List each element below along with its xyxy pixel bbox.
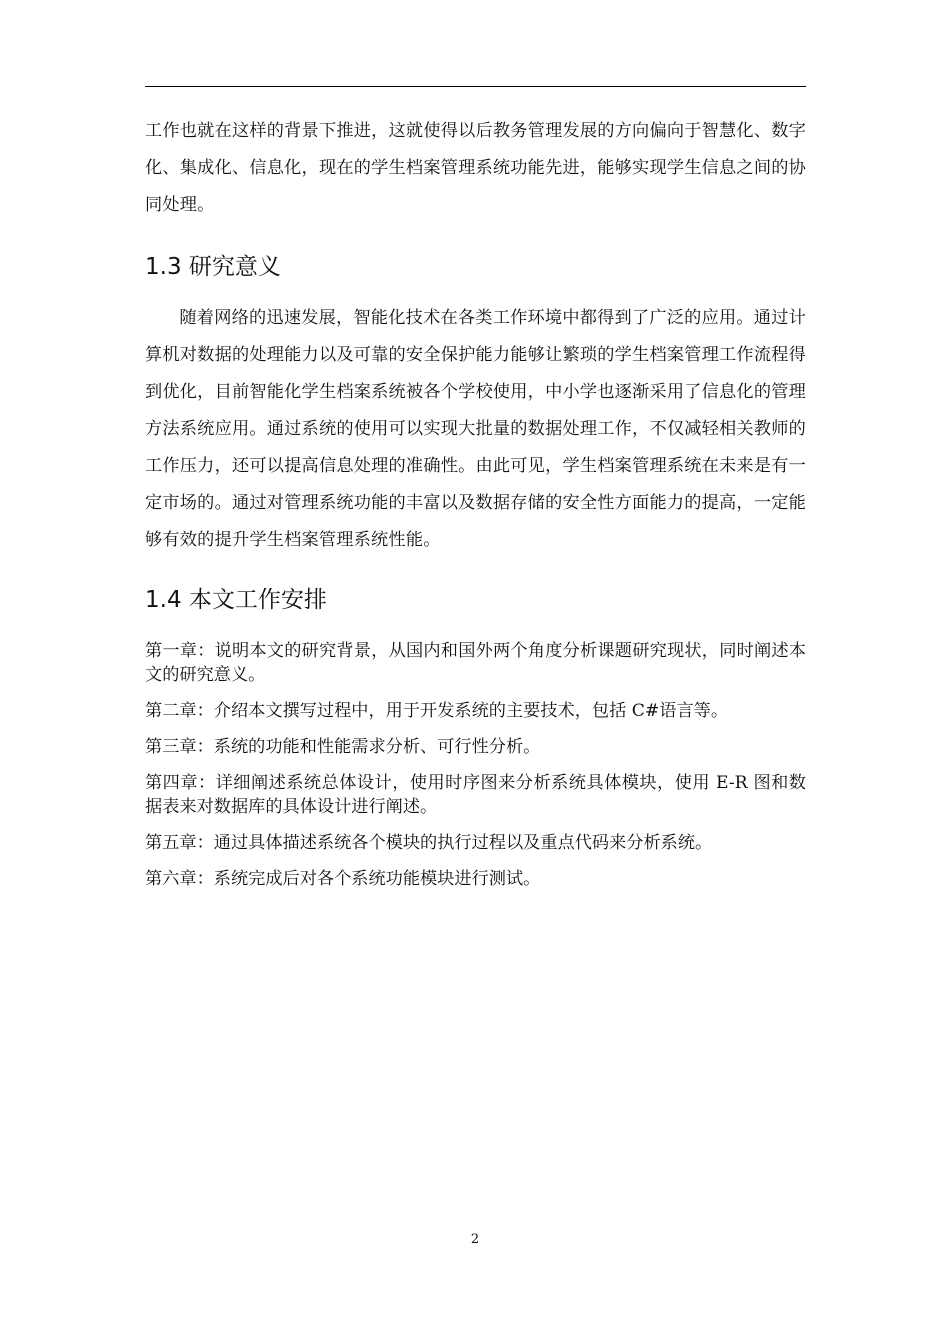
section-1-3-paragraph: 随着网络的迅速发展，智能化技术在各类工作环境中都得到了广泛的应用。通过计算机对数据的处理能力以及可靠的安全保护能力能够让繁琐的学生档案管理工作流程得到优化，目前智能化学生档案系统被各个学校使用，中小学也逐渐采用了信息化的管理方法系统应用。通过系统的使用可以实现大批量的数据处理工作，不仅减轻相关教师的工作压力，还可以提高信息处理的准确性。由此可见，学生档案管理系统在未来是有一定市场的。通过对管理系统功能的丰富以及数据存储的安全性方面能力的提高，一定能够有效的提升学生档案管理系统性能。 xyxy=(145,308,806,550)
chapter-list xyxy=(145,639,806,891)
header-rule xyxy=(145,86,806,87)
section-heading-1-3: 1.3 研究意义 xyxy=(145,254,281,280)
chapter-item-5: 第五章：通过具体描述系统各个模块的执行过程以及重点代码来分析系统。 xyxy=(145,833,713,853)
chapter-item-1: 第一章：说明本文的研究背景，从国内和国外两个角度分析课题研究现状，同时阐述本文的研究意义。 xyxy=(145,641,806,685)
intro-paragraph: 工作也就在这样的背景下推进，这就使得以后教务管理发展的方向偏向于智慧化、数字化、集成化、信息化，现在的学生档案管理系统功能先进，能够实现学生信息之间的协同处理。 xyxy=(145,121,806,215)
chapter-item-3: 第三章：系统的功能和性能需求分析、可行性分析。 xyxy=(145,737,541,757)
page-number: 2 xyxy=(470,1232,480,1247)
chapter-item-2: 第二章：介绍本文撰写过程中，用于开发系统的主要技术，包括 C#语言等。 xyxy=(145,701,729,721)
chapter-item-6: 第六章：系统完成后对各个系统功能模块进行测试。 xyxy=(145,869,541,889)
section-heading-1-4: 1.4 本文工作安排 xyxy=(145,587,327,613)
chapter-item-4: 第四章：详细阐述系统总体设计，使用时序图来分析系统具体模块，使用 E-R 图和数据表来对数据库的具体设计进行阐述。 xyxy=(145,773,806,817)
page-content xyxy=(145,113,806,903)
